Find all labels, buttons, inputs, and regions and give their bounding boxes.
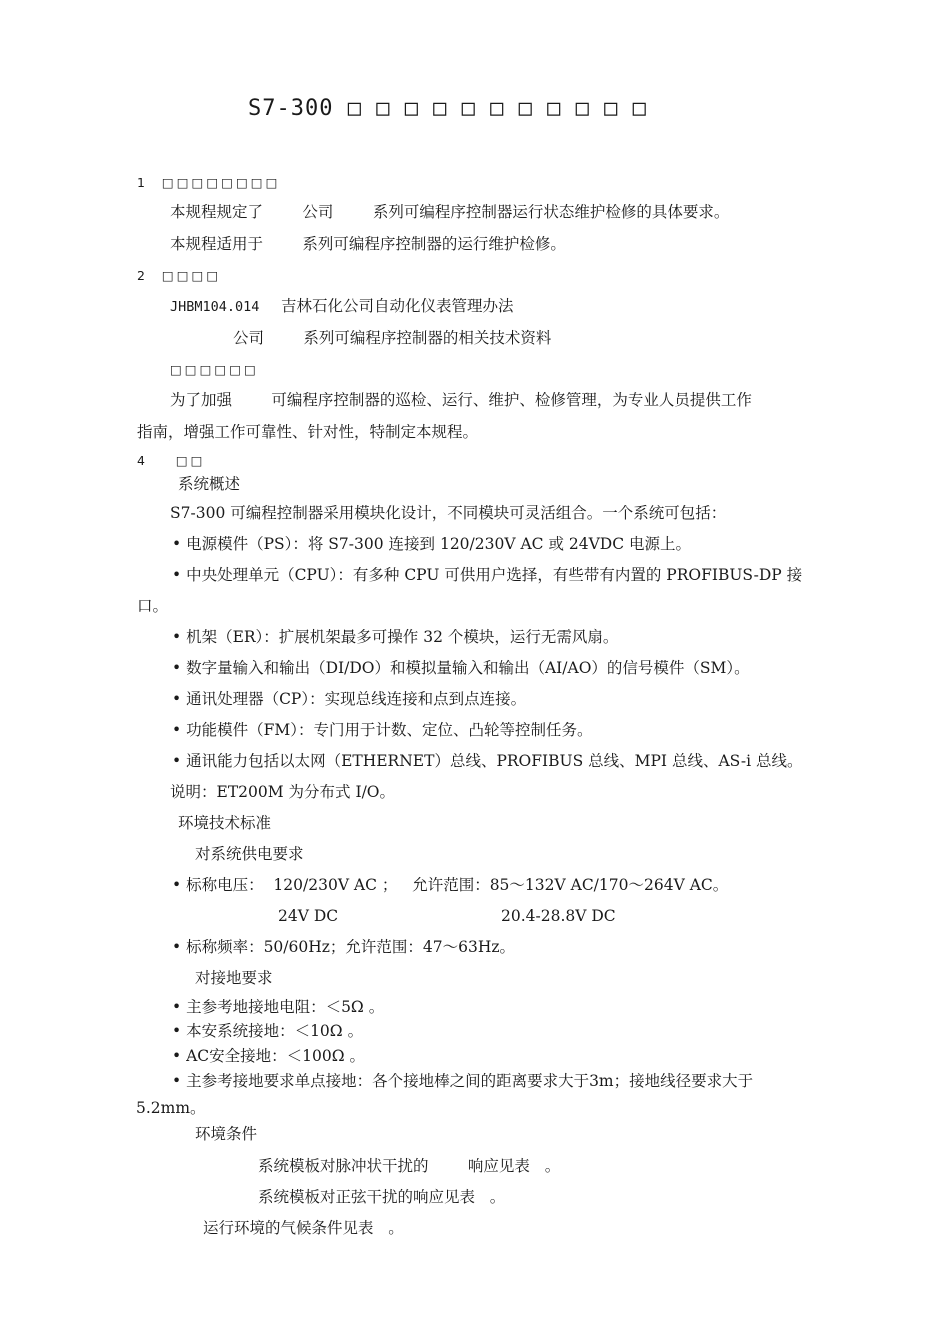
section-heading-4: 4 □□ [137, 453, 206, 468]
list-item: • 主参考接地要求单点接地：各个接地棒之间的距离要求大于3m；接地线径要求大于 [172, 1072, 754, 1090]
subsection-heading: 系统概述 [178, 475, 241, 493]
note-line: 说明：ET200M 为分布式 I/O。 [170, 783, 396, 801]
paragraph-line: 系统模板对脉冲状干扰的 响应见表 。 [258, 1157, 561, 1175]
list-item: • 本安系统接地：＜10Ω 。 [172, 1022, 364, 1040]
voltage-value: 24V DC [278, 907, 339, 925]
subsubsection-heading: 对接地要求 [195, 969, 273, 987]
subsection-heading: 环境条件 [195, 1125, 258, 1143]
paragraph-line: 系统模板对正弦干扰的响应见表 。 [258, 1188, 506, 1206]
list-item: • 中央处理单元（CPU）：有多种 CPU 可供用户选择，有些带有内置的 PROFIBUS-DP 接 [172, 566, 803, 584]
paragraph-line: 运行环境的气候条件见表 。 [203, 1219, 404, 1237]
section-heading-3: □□□□□□ [170, 362, 259, 377]
list-item: • 主参考地接地电阻：＜5Ω 。 [172, 998, 385, 1016]
voltage-range: 20.4-28.8V DC [501, 907, 616, 925]
list-item-continuation: 5.2mm。 [136, 1099, 206, 1117]
list-item: • 通讯能力包括以太网（ETHERNET）总线、PROFIBUS 总线、MPI 总线、AS-i 总线。 [172, 752, 803, 770]
reference-line: 公司 系列可编程序控制器的相关技术资料 [233, 329, 552, 347]
section-heading-2: 2 □□□□ [137, 268, 222, 283]
reference-code: JHBM104.014 [170, 299, 260, 315]
subsection-heading: 环境技术标准 [178, 814, 272, 832]
list-item: • 通讯处理器（CP）：实现总线连接和点到点连接。 [172, 690, 527, 708]
section-heading-1: 1 □□□□□□□□ [137, 175, 281, 190]
paragraph-line: 本规程规定了 公司 系列可编程序控制器运行状态维护检修的具体要求。 [170, 203, 730, 221]
list-item: • 电源模件（PS）：将 S7-300 连接到 120/230V AC 或 24VDC 电源上。 [172, 535, 692, 553]
reference-title: 吉林石化公司自动化仪表管理办法 [281, 297, 514, 315]
subsubsection-heading: 对系统供电要求 [195, 845, 304, 863]
document-title: S7-300 □ □ □ □ □ □ □ □ □ □ □ [248, 96, 647, 121]
list-item: • 功能模件（FM）：专门用于计数、定位、凸轮等控制任务。 [172, 721, 593, 739]
paragraph-line: 为了加强 可编程序控制器的巡检、运行、维护、检修管理，为专业人员提供工作 [170, 391, 752, 409]
list-item: • AC安全接地：＜100Ω 。 [172, 1047, 365, 1065]
list-item: • 数字量输入和输出（DI/DO）和模拟量输入和输出（AI/AO）的信号模件（SM）。 [172, 659, 750, 677]
paragraph-line: S7-300 可编程控制器采用模块化设计，不同模块可灵活组合。一个系统可包括： [170, 504, 727, 522]
list-item: • 标称电压： 120/230V AC ； 允许范围：85～132V AC/170～264V AC。 [172, 876, 729, 894]
list-item: • 标称频率：50/60Hz；允许范围：47～63Hz。 [172, 938, 516, 956]
list-item-continuation: 口。 [137, 597, 169, 615]
paragraph-line: 本规程适用于 系列可编程序控制器的运行维护检修。 [170, 235, 566, 253]
paragraph-line: 指南，增强工作可靠性、针对性，特制定本规程。 [137, 423, 479, 441]
list-item: • 机架（ER）：扩展机架最多可操作 32 个模块，运行无需风扇。 [172, 628, 619, 646]
